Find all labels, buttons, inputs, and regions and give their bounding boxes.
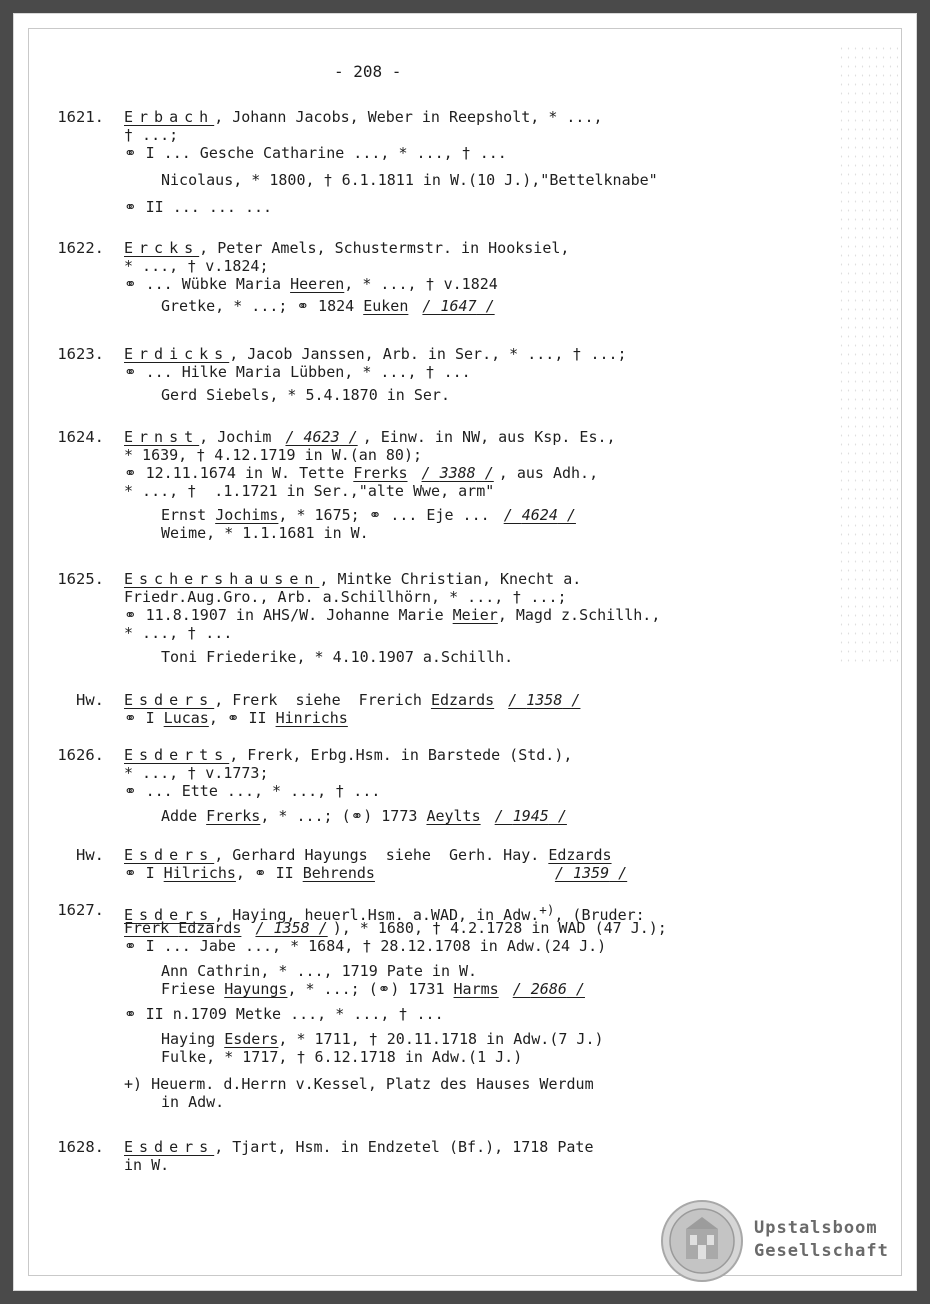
entry-number: 1625.	[57, 570, 104, 588]
cross-ref-name: Hayungs	[224, 980, 288, 998]
entry-number: 1622.	[57, 239, 104, 257]
entry-number: 1624.	[57, 428, 104, 446]
child-line: Nicolaus, * 1800, † 6.1.1811 in W.(10 J.),"Bettelknabe"	[161, 171, 658, 189]
entry-text: , Peter Amels, Schustermstr. in Hooksiel,	[199, 239, 570, 257]
entry-number: Hw.	[76, 691, 104, 709]
page-number: - 208 -	[334, 62, 402, 81]
entry-text: , (Bruder:	[554, 906, 645, 924]
surname: Erdicks	[124, 345, 230, 363]
entry-text: ⚭ ... Hilke Maria Lübben, * ..., † ...	[124, 363, 471, 381]
child-line: Toni Friederike, * 4.10.1907 a.Schillh.	[161, 648, 514, 666]
society-seal-icon	[660, 1199, 744, 1283]
child-line: Gretke, * ...; ⚭ 1824	[161, 297, 364, 315]
child-line: Gerd Siebels, * 5.4.1870 in Ser.	[161, 386, 450, 404]
footnote: in Adw.	[161, 1093, 225, 1111]
child-line: Weime, * 1.1.1681 in W.	[161, 524, 369, 542]
brand-line-2: Gesellschaft	[754, 1241, 889, 1261]
entry-text: , aus Adh.,	[498, 464, 599, 482]
entry-text: * ..., † .1.1721 in Ser.,"alte Wwe, arm"	[124, 482, 495, 500]
entry-text: , Frerk siehe Frerich	[214, 691, 431, 709]
entry-number: 1626.	[57, 746, 104, 764]
entry-text: in W.	[124, 1156, 170, 1174]
society-brand	[754, 1217, 889, 1263]
cross-ref-name: Edzards	[548, 846, 612, 864]
child-line: Adde	[161, 807, 207, 825]
footnote-mark: +)	[539, 902, 555, 917]
entry-text: ⚭ 12.11.1674 in W. Tette	[124, 464, 354, 482]
entry-text: , Jochim	[199, 428, 281, 446]
cross-ref-name: Hilrichs	[163, 864, 236, 882]
entry-text: , ⚭ II	[208, 709, 276, 727]
entry-text: , Johann Jacobs, Weber in Reepsholt, * ...,	[214, 108, 603, 126]
surname: Esders	[124, 906, 215, 924]
cross-ref-name: Harms	[453, 980, 499, 998]
cross-ref-number: 3388	[439, 464, 476, 482]
cross-ref-number: 1359	[573, 864, 610, 882]
cross-ref-name: Meier	[452, 606, 498, 624]
entry-text: † ...;	[124, 126, 179, 144]
entry-number: Hw.	[76, 846, 104, 864]
surname: Esders	[124, 691, 215, 709]
entry-text: * ..., † ...	[124, 624, 233, 642]
entry-text: ⚭ ... Ette ..., * ..., † ...	[124, 782, 381, 800]
entry-text: , Einw. in NW, aus Ksp. Es.,	[362, 428, 616, 446]
surname: Esders	[124, 846, 215, 864]
cross-ref-name: Esders	[224, 1030, 279, 1048]
child-line: Fulke, * 1717, † 6.12.1718 in Adw.(1 J.)	[161, 1048, 523, 1066]
cross-ref-name: Edzards	[430, 691, 495, 709]
entry-text: ⚭ I	[124, 709, 164, 727]
entry-text: , Gerhard Hayungs siehe Gerh. Hay.	[214, 846, 549, 864]
cross-ref-name: Jochims	[215, 506, 279, 524]
surname: Esders	[124, 1138, 215, 1156]
entry-text: ⚭ II ... ... ...	[124, 198, 273, 216]
cross-ref-number: 1647	[440, 297, 477, 315]
entry-text: ⚭ I ... Gesche Catharine ..., * ..., † ...	[124, 144, 507, 162]
brand-line-1: Upstalsboom	[754, 1218, 878, 1238]
entry-text: ⚭ I ... Jabe ..., * 1684, † 28.12.1708 in Adw.(24 J.)	[124, 937, 607, 955]
entry-number: 1627.	[57, 901, 104, 919]
surname: Ercks	[124, 239, 200, 257]
document-page	[13, 13, 917, 1291]
child-line: Ernst	[161, 506, 216, 524]
cross-ref-name: Frerks	[353, 464, 408, 482]
cross-ref-name: Hinrichs	[275, 709, 348, 727]
entry-text: , * ..., † v.1824	[344, 275, 498, 293]
child-line: , * ...; (⚭) 1731	[287, 980, 454, 998]
cross-ref-name: Aeylts	[426, 807, 481, 825]
entry-text: , Frerk, Erbg.Hsm. in Barstede (Std.),	[229, 746, 573, 764]
entry-text: * 1639, † 4.12.1719 in W.(an 80);	[124, 446, 423, 464]
entry-text: , Tjart, Hsm. in Endzetel (Bf.), 1718 Pate	[214, 1138, 594, 1156]
cross-ref-name: Euken	[363, 297, 409, 315]
entry-text: * ..., † v.1824;	[124, 257, 269, 275]
child-line: , * 1675; ⚭ ... Eje ...	[278, 506, 499, 524]
entry-text: ⚭ I	[124, 864, 164, 882]
document-body: - 208 - 1621. Erbach, Johann Jacobs, Weber in Reepsholt, * ..., † ...; ⚭ I ... Gesche Catharine ..., * ..., † ... Nicolaus, * 1800, † 6.1.1811 in W.(10 J.),"Bettelknabe" ⚭ II ... ... ... 1622. Ercks, Peter Amels, Schustermstr. in Hooksiel, * ..., † v.1824; ⚭ ... Wübke Maria Heeren, * ..., † v.1824 Gretke, * ...; ⚭ 1824 Euken / 1647 / 1623. Erdicks, Jacob Janssen, Arb. in Ser., * ..., † ...; ⚭ ... Hilke Maria Lübben, * ..., † ... Gerd Siebels, * 5.4.1870 in Ser. 1624. Ernst, Jochim / 4623 / , Einw. in NW, aus Ksp. Es., * 1639, † 4.12.1719 in W.(an 80); ⚭ 12.11.1674 in W. Tette Frerks / 3388 / , aus Adh., * ..., † .1.1721 in Ser.,"alte Wwe, arm" Ernst Jochims, * 1675; ⚭ ... Eje ... / 4624 / Weime, * 1.1.1681 in W. 1625. Eschershausen, Mintke Christian, Knecht a. Friedr.Aug.Gro., Arb. a.Schillhörn, * ..., † ...; ⚭ 11.8.1907 in AHS/W. Johanne Marie Meier, Magd z.Schillh., * ..., † ... Toni Friederike, * 4.10.1907 a.Schillh. Hw. Esders, Frerk siehe Frerich Edzards / 1358 / ⚭ I Lucas, ⚭ II Hinrichs 1626. Esderts, Frerk, Erbg.Hsm. in Barstede (Std.), * ..., † v.1773; ⚭ ... Ette ..., * ..., † ... Adde Frerks, * ...; (⚭) 1773 Aeylts / 1945 / Hw. Esders, Gerhard Hayungs siehe Gerh. Hay. Edzards ⚭ I Hilrichs, ⚭ II Behrends / 1359 / 1627. Esders, Haying, heuerl.Hsm. a.WAD, in Adw.+), (Bruder: Frerk Edzards / 1358 / ), * 1680, † 4.2.1728 in WAD (47 J.); ⚭ I ... Jabe ..., * 1684, † 28.12.1708 in Adw.(24 J.) Ann Cathrin, * ..., 1719 Pate in W. Friese Hayungs, * ...; (⚭) 1731 Harms / 2686 / ⚭ II n.1709 Metke ..., * ..., † ... Haying Esders, * 1711, † 20.11.1718 in Adw.(7 J.) Fulke, * 1717, † 6.12.1718 in Adw.(1 J.) +) Heuerm. d.Herrn v.Kessel, Platz des Hauses Werdum in Adw. 1628. Esders, Tjart, Hsm. in Endzetel (Bf.), 1718 Pate in W.	[14, 14, 918, 1292]
entry-number: 1623.	[57, 345, 104, 363]
footnote: +) Heuerm. d.Herrn v.Kessel, Platz des Hauses Werdum	[124, 1075, 594, 1093]
entry-text: , Haying, heuerl.Hsm. a.WAD, in Adw.	[214, 906, 540, 924]
surname: Eschershausen	[124, 570, 320, 588]
cross-ref-name: Heeren	[290, 275, 345, 293]
entry-text: , ⚭ II	[235, 864, 303, 882]
entry-number: 1621.	[57, 108, 104, 126]
cross-ref-name: Frerks	[206, 807, 261, 825]
cross-ref-number: 1358	[526, 691, 563, 709]
child-line: Haying	[161, 1030, 225, 1048]
surname: Erbach	[124, 108, 215, 126]
entry-text: ⚭ II n.1709 Metke ..., * ..., † ...	[124, 1005, 444, 1023]
cross-ref-number: 4623	[303, 428, 340, 446]
cross-ref-number: 2686	[530, 980, 567, 998]
entry-text: , Magd z.Schillh.,	[497, 606, 661, 624]
surname: Esderts	[124, 746, 230, 764]
child-line: , * ...; (⚭) 1773	[260, 807, 427, 825]
entry-text: , Jacob Janssen, Arb. in Ser., * ..., † ...;	[229, 345, 627, 363]
entry-text: , Mintke Christian, Knecht a.	[319, 570, 582, 588]
child-line: , * 1711, † 20.11.1718 in Adw.(7 J.)	[278, 1030, 604, 1048]
entry-text: Friedr.Aug.Gro., Arb. a.Schillhörn, * ..., † ...;	[124, 588, 567, 606]
cross-ref-name: Edzards	[178, 919, 242, 937]
surname: Ernst	[124, 428, 200, 446]
entry-text: ⚭ 11.8.1907 in AHS/W. Johanne Marie	[124, 606, 453, 624]
child-line: Friese	[161, 980, 225, 998]
cross-ref-number: 1358	[273, 919, 310, 937]
child-line: Ann Cathrin, * ..., 1719 Pate in W.	[161, 962, 478, 980]
cross-ref-number: 1945	[512, 807, 549, 825]
cross-ref-number: 4624	[521, 506, 558, 524]
entry-text: ), * 1680, † 4.2.1728 in WAD (47 J.);	[332, 919, 667, 937]
cross-ref-name: Lucas	[163, 709, 209, 727]
entry-text: ⚭ ... Wübke Maria	[124, 275, 291, 293]
entry-text: * ..., † v.1773;	[124, 764, 269, 782]
entry-text: Frerk	[124, 919, 179, 937]
cross-ref-name: Behrends	[302, 864, 375, 882]
entry-number: 1628.	[57, 1138, 104, 1156]
